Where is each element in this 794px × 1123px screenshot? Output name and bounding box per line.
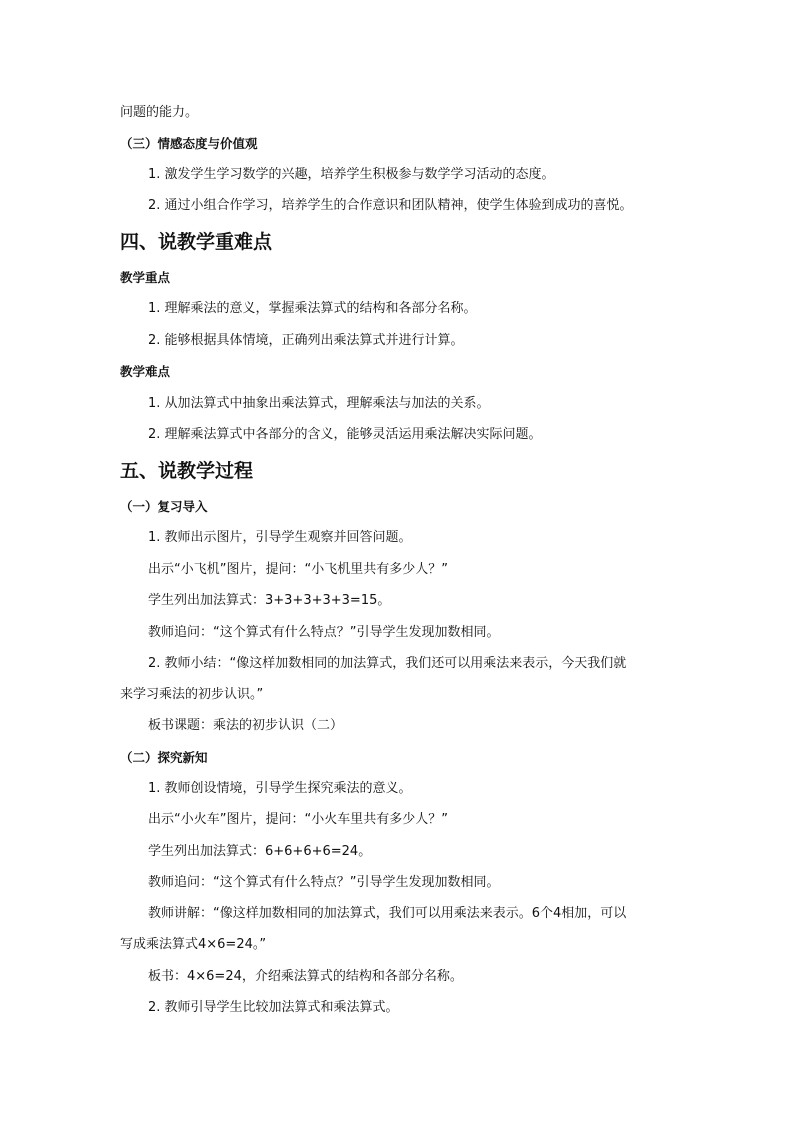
list-item: 1. 从加法算式中抽象出乘法算式，理解乘法与加法的关系。: [148, 396, 490, 411]
section-heading-key-difficult-points: 四、说教学重难点: [120, 231, 273, 253]
list-item: 2. 教师引导学生比较加法算式和乘法算式。: [148, 1000, 399, 1015]
section-heading-teaching-process: 五、说教学过程: [120, 460, 254, 482]
paragraph-line: 学生列出加法算式：6+6+6+6=24。: [148, 844, 372, 859]
paragraph-line: 教师讲解：“像这样加数相同的加法算式，我们可以用乘法来表示。6个4相加，可以: [148, 906, 627, 921]
paragraph-line: 教师追问：“这个算式有什么特点？”引导学生发现加数相同。: [148, 875, 500, 890]
subheading-review-intro: （一）复习导入: [120, 499, 208, 514]
subheading-affective-goals: （三）情感态度与价值观: [120, 136, 258, 151]
subheading-key-points: 教学重点: [120, 270, 171, 285]
paragraph-line: 写成乘法算式4×6=24。”: [120, 937, 267, 952]
list-item: 1. 教师出示图片，引导学生观察并回答问题。: [148, 530, 412, 545]
paragraph-line: 学生列出加法算式：3+3+3+3+3=15。: [148, 593, 391, 608]
list-item: 2. 能够根据具体情境，正确列出乘法算式并进行计算。: [148, 333, 464, 348]
paragraph-line: 板书：4×6=24，介绍乘法算式的结构和各部分名称。: [148, 969, 463, 984]
paragraph-line: 出示“小飞机”图片，提问：“小飞机里共有多少人？”: [148, 562, 448, 577]
list-item: 2. 理解乘法算式中各部分的含义，能够灵活运用乘法解决实际问题。: [148, 427, 542, 442]
paragraph-line: 教师追问：“这个算式有什么特点？”引导学生发现加数相同。: [148, 625, 500, 640]
list-item: 1. 激发学生学习数学的兴趣，培养学生积极参与数学学习活动的态度。: [148, 167, 555, 182]
paragraph-line: 2. 教师小结：“像这样加数相同的加法算式，我们还可以用乘法来表示，今天我们就: [148, 656, 627, 671]
paragraph-continuation: 问题的能力。: [120, 105, 199, 120]
paragraph-line: 来学习乘法的初步认识。”: [120, 687, 264, 702]
subheading-explore-new: （二）探究新知: [120, 750, 208, 765]
list-item: 1. 教师创设情境，引导学生探究乘法的意义。: [148, 781, 412, 796]
list-item: 1. 理解乘法的意义，掌握乘法算式的结构和各部分名称。: [148, 301, 477, 316]
paragraph-line: 板书课题：乘法的初步认识（二）: [148, 718, 344, 733]
list-item: 2. 通过小组合作学习，培养学生的合作意识和团队精神，使学生体验到成功的喜悦。: [148, 198, 633, 213]
paragraph-line: 出示“小火车”图片，提问：“小火车里共有多少人？”: [148, 812, 448, 827]
subheading-difficult-points: 教学难点: [120, 364, 171, 379]
